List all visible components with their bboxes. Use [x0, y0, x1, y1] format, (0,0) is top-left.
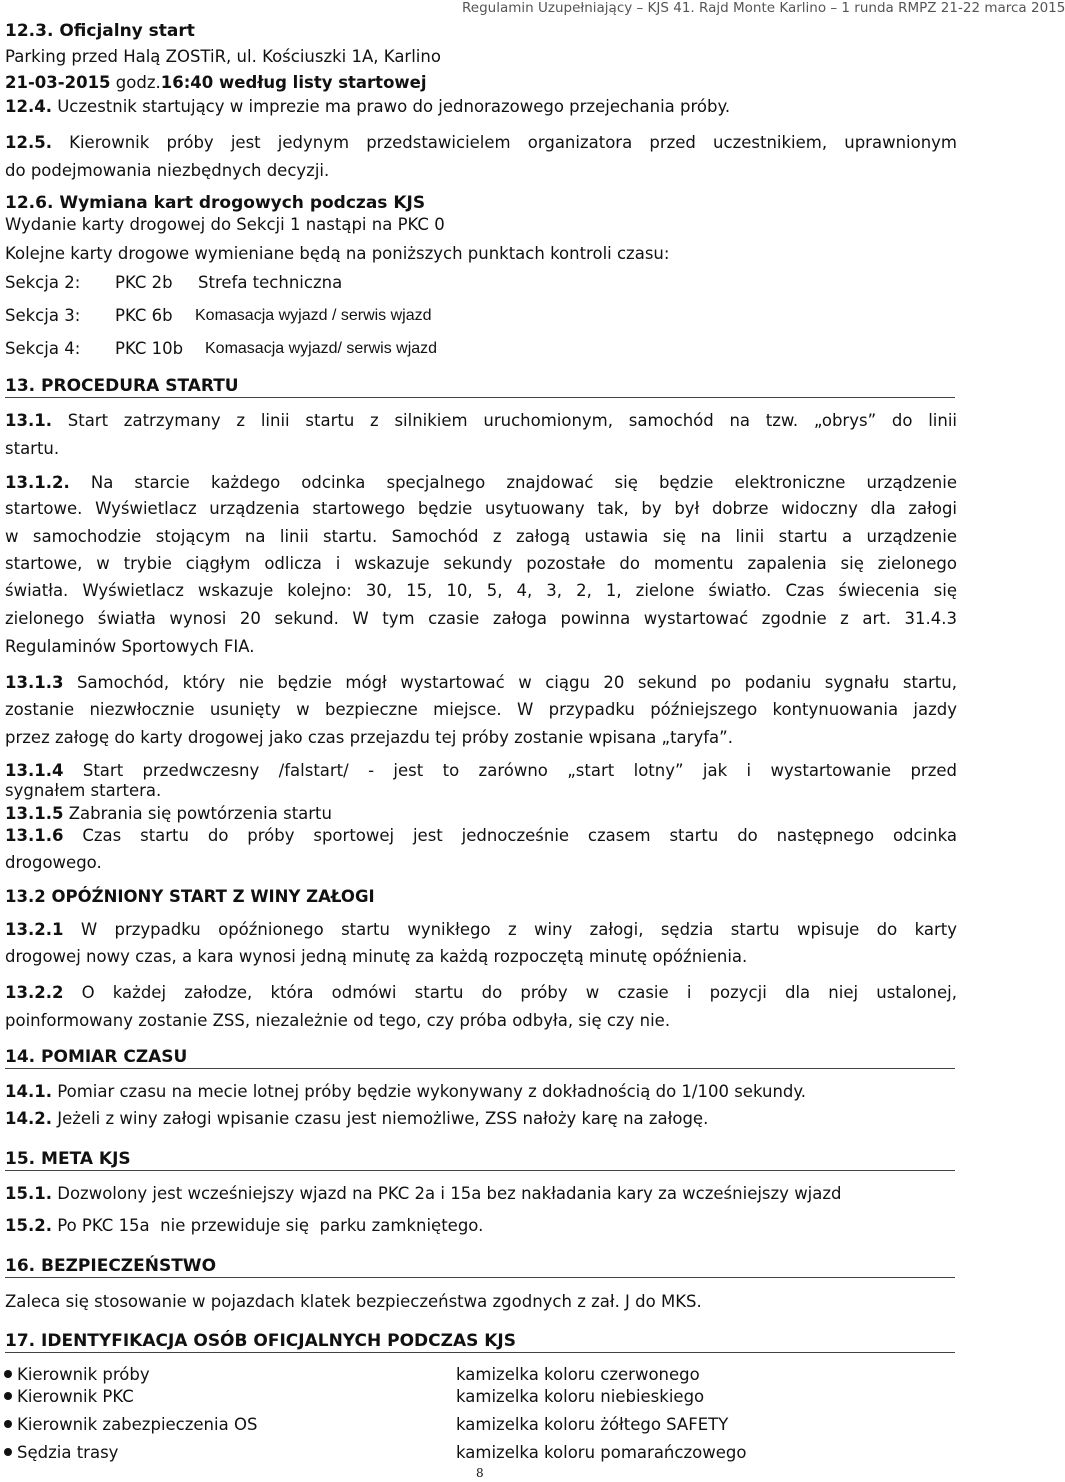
para-14-1-num: 14.1.: [5, 1082, 52, 1101]
section-12-3-datetime: [5, 72, 427, 94]
para-13-2-1-line1: [5, 919, 957, 941]
running-header: Regulamin Uzupełniający – KJS 41. Rajd Monte Karlino – 1 runda RMPZ 21-22 marca 2015: [462, 0, 1065, 16]
para-13-2-2-line1: [5, 982, 957, 1004]
bullet-icon: [4, 1370, 12, 1378]
para-13-1-3-text: Samochód, który nie będzie mógł wystartować w ciągu 20 sekund po podaniu sygnału startu,: [76, 673, 957, 692]
para-14-1-text: Pomiar czasu na mecie lotnej próby będzie wykonywany z dokładnością do 1/100 sekundy.: [57, 1082, 807, 1101]
para-13-1-4-num: 13.1.4: [5, 761, 64, 780]
section-12-4-text: Uczestnik startujący w imprezie ma prawo do jednorazowego przejechania próby.: [57, 97, 731, 116]
para-16-text: Zaleca się stosowanie w pojazdach klatek bezpieczeństwa zgodnych z zał. J do MKS.: [5, 1292, 702, 1311]
para-13-2-1-num: 13.2.1: [5, 920, 64, 939]
para-line: drogowego.: [5, 853, 102, 872]
sekcja-desc: Strefa techniczna: [198, 273, 343, 292]
para-14-1: [5, 1081, 806, 1103]
list-item: [4, 1364, 954, 1386]
official-role: Kierownik PKC: [17, 1387, 134, 1406]
section-16-title: 16. BEZPIECZEŃSTWO: [5, 1255, 955, 1278]
para-line: przez załogę do karty drogowej jako czas przejazdu tej próby zostanie wpisana „taryfa”.: [5, 728, 733, 747]
para-13-1-num: 13.1.: [5, 411, 52, 430]
para-13-1-3-line1: [5, 672, 957, 694]
start-time: 16:40 według listy startowej: [160, 73, 427, 92]
section-13-2-title: 13.2 OPÓŹNIONY START Z WINY ZAŁOGI: [5, 887, 375, 906]
para-15-1-text: Dozwolony jest wcześniejszy wjazd na PKC 2a i 15a bez nakładania kary za wcześniejszy wjazd: [57, 1184, 842, 1203]
section-12-3-location: Parking przed Halą ZOSTiR, ul. Kościuszki 1A, Karlino: [5, 47, 441, 66]
para-13-1-text: Start zatrzymany z linii startu z silnikiem uruchomionym, samochód na tzw. „obrys” do linii: [67, 411, 957, 430]
section-12-6-line2: Kolejne karty drogowe wymieniane będą na poniższych punktach kontroli czasu:: [5, 244, 670, 263]
para-13-1-6-text: Czas startu do próby sportowej jest jednocześnie czasem startu do następnego odcinka: [82, 826, 957, 845]
para-13-1-5: [5, 803, 332, 825]
para-15-1-num: 15.1.: [5, 1184, 52, 1203]
bullet-icon: [4, 1420, 12, 1428]
section-12-5-line1: [5, 132, 957, 154]
section-12-4: [5, 96, 730, 118]
para-15-2: [5, 1215, 483, 1237]
section-12-4-num: 12.4.: [5, 97, 52, 116]
official-vest: kamizelka koloru pomarańczowego: [456, 1443, 747, 1462]
list-item: [4, 1414, 954, 1436]
para-15-1: [5, 1183, 842, 1205]
para-14-2-num: 14.2.: [5, 1109, 52, 1128]
para-line: Regulaminów Sportowych FIA.: [5, 637, 255, 656]
section-13-title: 13. PROCEDURA STARTU: [5, 375, 955, 398]
para-13-1-2-num: 13.1.2.: [5, 473, 70, 492]
section-14-title: 14. POMIAR CZASU: [5, 1046, 955, 1069]
sekcja-desc: Komasacja wyjazd / serwis wjazd: [195, 307, 432, 324]
sekcja-label: Sekcja 4:: [5, 339, 81, 358]
para-14-2: [5, 1108, 708, 1130]
para-13-2-2-num: 13.2.2: [5, 983, 64, 1002]
section-12-3-title: 12.3. Oficjalny start: [5, 21, 195, 41]
para-13-1-6-num: 13.1.6: [5, 826, 64, 845]
para-13-1-line1: [5, 410, 957, 432]
para-line: drogowej nowy czas, a kara wynosi jedną minutę za każdą rozpoczętą minutę opóźnienia.: [5, 947, 748, 966]
para-13-2-1-text: W przypadku opóźnionego startu wynikłego z winy załogi, sędzia startu wpisuje do karty: [80, 920, 957, 939]
sekcja-pkc: PKC 6b: [115, 306, 173, 325]
para-13-1-6-line1: [5, 825, 957, 847]
page-number: 8: [476, 1466, 484, 1480]
para-13-1-2-line1: [5, 472, 957, 494]
section-17-title: 17. IDENTYFIKACJA OSÓB OFICJALNYCH PODCZAS KJS: [5, 1330, 955, 1353]
para-13-1-5-text: Zabrania się powtórzenia startu: [68, 804, 332, 823]
section-12-5-line2: do podejmowania niezbędnych decyzji.: [5, 161, 330, 180]
para-14-2-text: Jeżeli z winy załogi wpisanie czasu jest niemożliwe, ZSS nałoży karę na załogę.: [57, 1109, 709, 1128]
section-15-title: 15. META KJS: [5, 1148, 955, 1171]
para-15-2-text: Po PKC 15a nie przewiduje się parku zamkniętego.: [51, 1216, 484, 1235]
sekcja-label: Sekcja 3:: [5, 306, 81, 325]
section-12-6-title: 12.6. Wymiana kart drogowych podczas KJS: [5, 193, 426, 213]
para-13-1-line2: startu.: [5, 439, 60, 458]
para-line: w samochodzie stojącym na linii startu. Samochód z załogą ustawia się na linii startu a urządzenie: [5, 527, 957, 546]
list-item: [4, 1386, 954, 1408]
para-line: zielonego światła wynosi 20 sekund. W tym czasie załoga powinna wystartować zgodnie z art. 31.4.3: [5, 609, 957, 628]
official-role: Sędzia trasy: [17, 1443, 119, 1462]
sekcja-pkc: PKC 10b: [115, 339, 184, 358]
section-12-5-num: 12.5.: [5, 133, 52, 152]
para-line: zostanie niezwłocznie usunięty w bezpieczne miejsce. W przypadku późniejszego kontynuowania jazdy: [5, 700, 957, 719]
para-line: sygnałem startera.: [5, 781, 162, 800]
para-13-1-5-num: 13.1.5: [5, 804, 64, 823]
para-13-1-4-line1: [5, 760, 957, 782]
para-13-1-4-text: Start przedwczesny /falstart/ - jest to zarówno „start lotny” jak i wystartowanie przed: [82, 761, 957, 780]
official-role: Kierownik próby: [17, 1365, 150, 1384]
para-13-1-2-text: Na starcie każdego odcinka specjalnego znajdować się będzie elektroniczne urządzenie: [90, 473, 957, 492]
para-line: poinformowany zostanie ZSS, niezależnie od tego, czy próba odbyła, się czy nie.: [5, 1011, 671, 1030]
official-vest: kamizelka koloru czerwonego: [456, 1365, 700, 1384]
sekcja-desc: Komasacja wyjazd/ serwis wjazd: [205, 340, 438, 357]
para-line: startowe, w trybie ciągłym odlicza i wskazuje sekundy pozostałe do momentu zapalenia się zielonego: [5, 554, 957, 573]
sekcja-pkc: PKC 2b: [115, 273, 173, 292]
list-item: [4, 1442, 954, 1464]
official-role: Kierownik zabezpieczenia OS: [17, 1415, 258, 1434]
godz-label: godz.: [115, 73, 161, 92]
start-date: 21-03-2015: [5, 73, 111, 92]
para-line: startowe. Wyświetlacz urządzenia startowego będzie usytuowany tak, by był dobrze widoczny dla załogi: [5, 499, 957, 518]
sekcja-label: Sekcja 2:: [5, 273, 81, 292]
bullet-icon: [4, 1448, 12, 1456]
para-line: światła. Wyświetlacz wskazuje kolejno: 30, 15, 10, 5, 4, 3, 2, 1, zielone światło. Czas świecenia się: [5, 581, 957, 600]
official-vest: kamizelka koloru żółtego SAFETY: [456, 1415, 729, 1434]
section-12-6-line1: Wydanie karty drogowej do Sekcji 1 nastąpi na PKC 0: [5, 215, 445, 234]
para-13-2-2-text: O każdej załodze, która odmówi startu do próby w czasie i pozycji dla niej ustalonej,: [81, 983, 957, 1002]
para-13-1-3-num: 13.1.3: [5, 673, 64, 692]
section-12-5-text1: Kierownik próby jest jedynym przedstawicielem organizatora przed uczestnikiem, uprawnionym: [69, 133, 957, 152]
bullet-icon: [4, 1392, 12, 1400]
para-15-2-num: 15.2.: [5, 1216, 52, 1235]
official-vest: kamizelka koloru niebieskiego: [456, 1387, 705, 1406]
